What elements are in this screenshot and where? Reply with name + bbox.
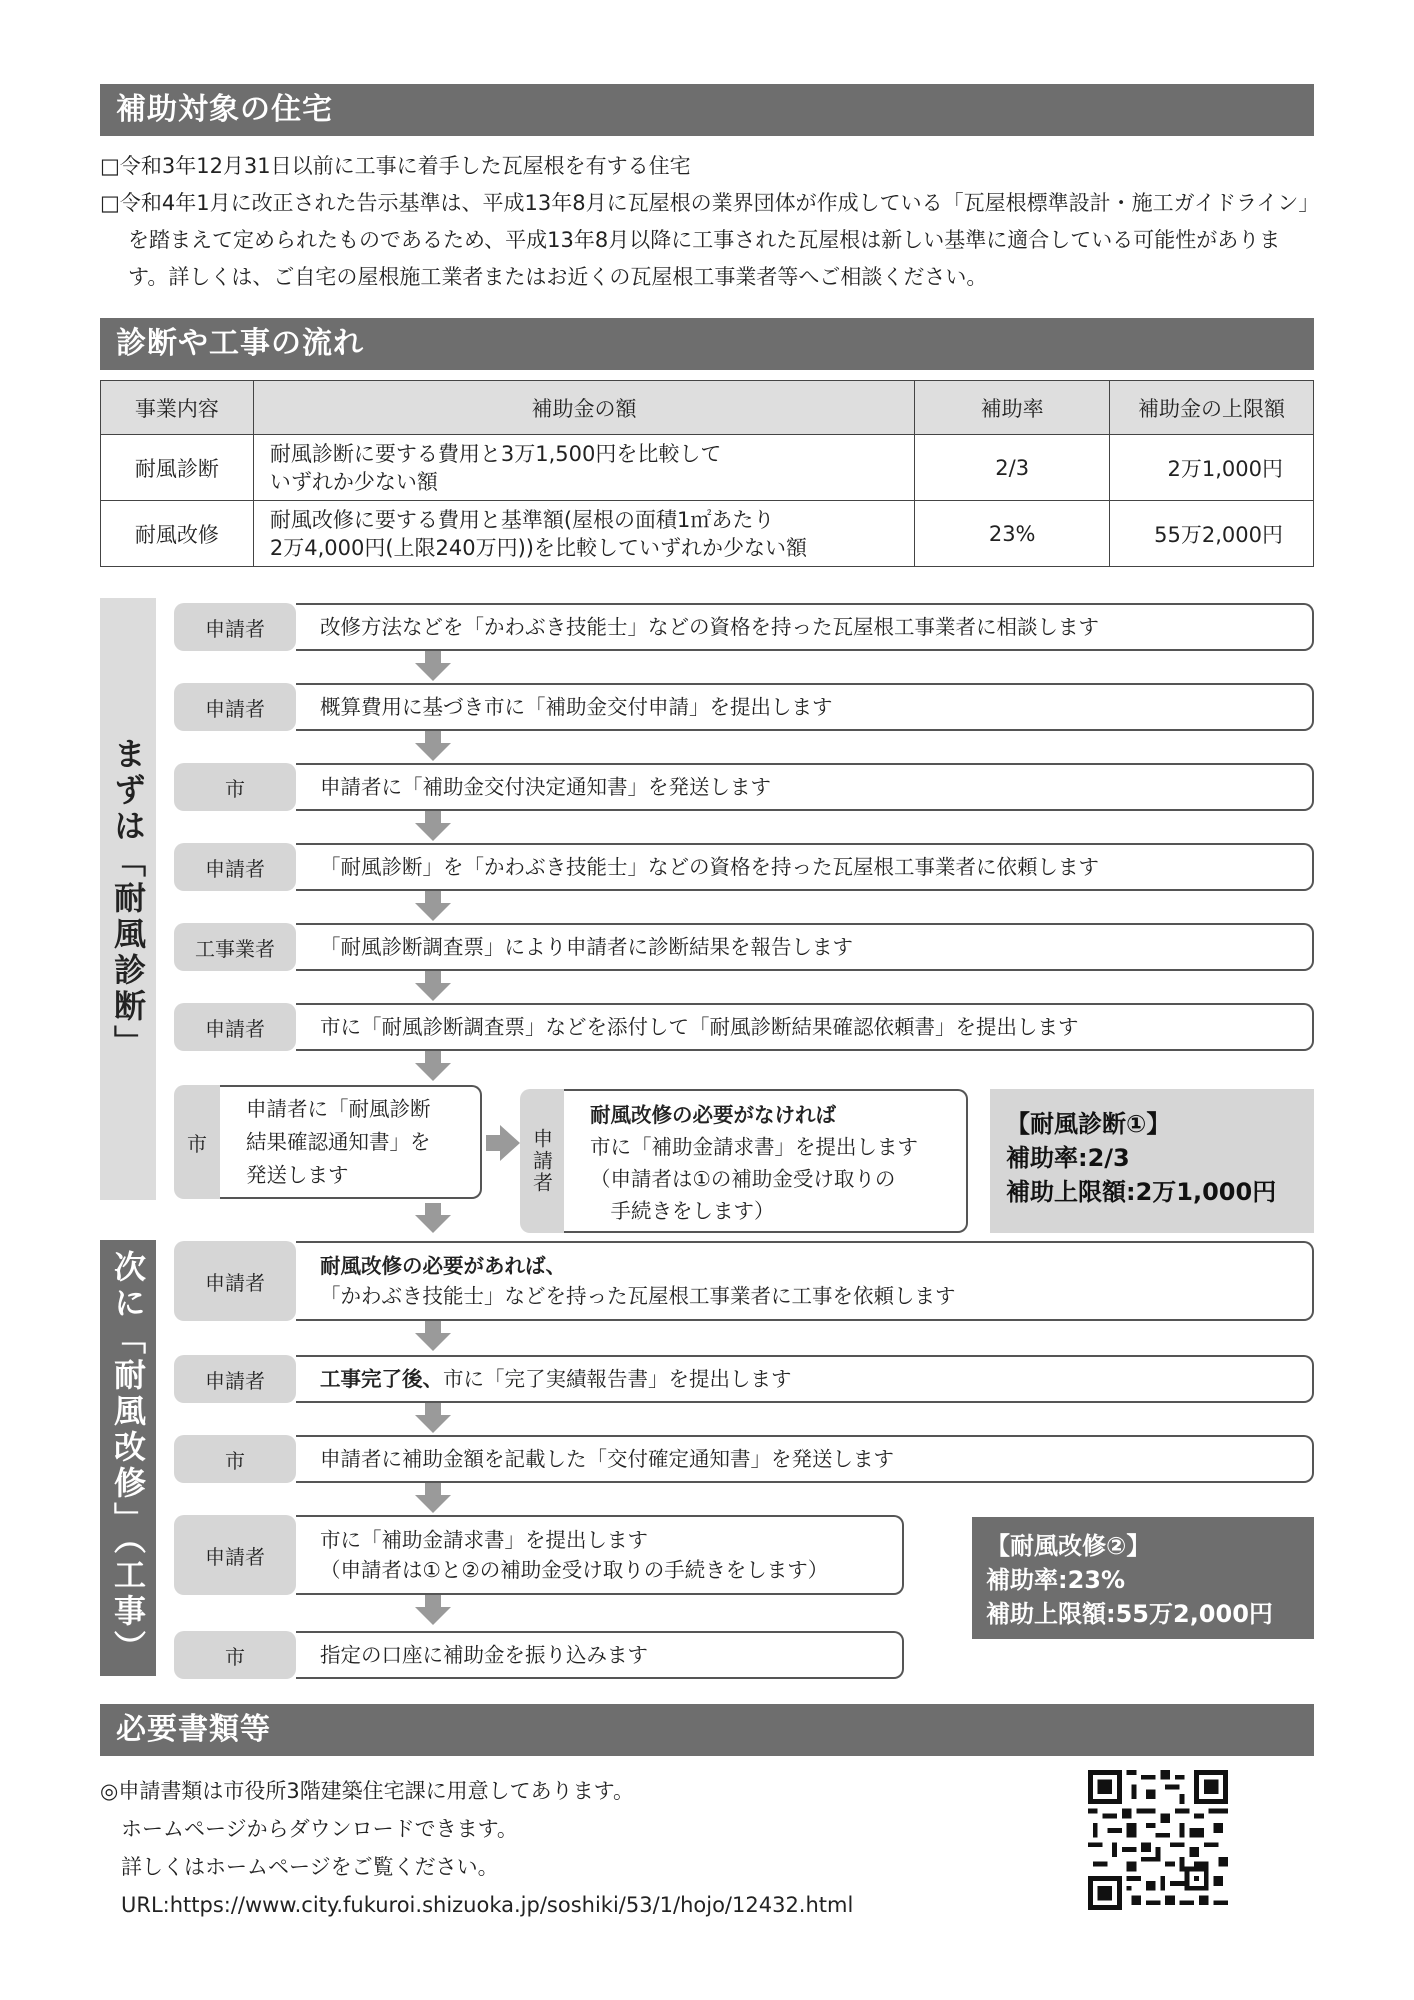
step-actor: 市 (174, 763, 296, 811)
step-text: 市に「耐風診断調査票」などを添付して「耐風診断結果確認依頼書」を提出します (296, 1003, 1314, 1051)
branch-applicant-line: （申請者は①の補助金受け取りの (590, 1167, 896, 1191)
step-actor: 申請者 (174, 843, 296, 891)
step-actor: 申請者 (174, 1003, 296, 1051)
phase1-label-text: まずは「耐風診断」 (109, 737, 147, 1061)
down-arrow-icon (415, 651, 451, 681)
section-header-target: 補助対象の住宅 (100, 84, 1314, 136)
step-actor: 申請者 (174, 1515, 296, 1595)
branch-applicant-line: 手続きをします） (590, 1199, 775, 1223)
step-bold: 工事完了後、 (320, 1367, 443, 1391)
target-item: □令和4年1月に改正された告示基準は、平成13年8月に瓦屋根の業界団体が作成している「瓦屋根標準設計・施工ガイドライン」を踏まえて定められたものであるため、平成13年8月以降に工事された瓦屋根は新しい基準に適合している可能性があります。詳しくは、ご自宅の屋根施工業者またはお近くの瓦屋根工事業者等へご相談ください。 (100, 191, 1320, 289)
amount-line: 耐風改修に要する費用と基準額(屋根の面積1㎡あたり (269, 507, 775, 532)
step-actor: 申請者 (174, 683, 296, 731)
step-bold: 耐風改修の必要があれば、 (320, 1254, 566, 1278)
table-header: 補助金の額 (253, 381, 914, 435)
table-cell-rate: 2/3 (915, 435, 1110, 501)
step-actor: 市 (174, 1435, 296, 1483)
docs-info (100, 1772, 853, 1924)
down-arrow-icon (415, 1321, 451, 1351)
amount-line: 耐風診断に要する費用と3万1,500円を比較して (269, 441, 722, 466)
table-header: 補助金の上限額 (1110, 381, 1314, 435)
table-header-row (101, 381, 1314, 435)
summary-rate: 補助率:2/3 (1006, 1144, 1130, 1172)
branch-applicant-line: 市に「補助金請求書」を提出します (590, 1135, 918, 1159)
step-line: 市に「補助金請求書」を提出します (320, 1528, 648, 1552)
step-text (296, 1515, 904, 1595)
step-text: 指定の口座に補助金を振り込みます (296, 1631, 904, 1679)
summary-rate: 補助率:23% (986, 1566, 1126, 1594)
down-arrow-icon (415, 1403, 451, 1433)
table-cell-amount (253, 435, 914, 501)
summary-retrofit (972, 1517, 1314, 1639)
branch-city-line: 結果確認通知書」を (246, 1130, 431, 1154)
branch-city-line: 発送します (246, 1163, 349, 1187)
step-actor: 市 (174, 1631, 296, 1679)
branch-applicant-actor-text: 申請者 (529, 1128, 554, 1194)
branch-applicant-actor (520, 1089, 564, 1233)
summary-title: 【耐風改修②】 (986, 1532, 1151, 1560)
docs-line: ホームページからダウンロードできます。 (100, 1817, 518, 1841)
down-arrow-icon (415, 731, 451, 761)
amount-line: いずれか少ない額 (269, 469, 438, 494)
step-text: 「耐風診断」を「かわぶき技能士」などの資格を持った瓦屋根工事業者に依頼します (296, 843, 1314, 891)
step-line: （申請者は①と②の補助金受け取りの手続きをします） (320, 1558, 829, 1582)
table-cell-rate: 23% (915, 501, 1110, 567)
branch-city-line: 申請者に「耐風診断 (246, 1097, 431, 1121)
subsidy-table (100, 380, 1314, 567)
down-arrow-icon (415, 1203, 451, 1233)
table-header: 事業内容 (101, 381, 254, 435)
down-arrow-icon (415, 811, 451, 841)
summary-limit: 補助上限額:55万2,000円 (986, 1600, 1273, 1628)
step-line: 市に「完了実績報告書」を提出します (443, 1367, 792, 1391)
table-cell-amount (253, 501, 914, 567)
step-actor: 工事業者 (174, 923, 296, 971)
down-arrow-icon (415, 891, 451, 921)
phase1-label (100, 598, 156, 1200)
step-actor: 申請者 (174, 603, 296, 651)
table-row (101, 435, 1314, 501)
step-text: 申請者に「補助金交付決定通知書」を発送します (296, 763, 1314, 811)
right-arrow-icon (486, 1125, 520, 1165)
summary-diagnosis (990, 1089, 1314, 1233)
table-cell-name: 耐風改修 (101, 501, 254, 567)
branch-city-actor: 市 (174, 1085, 220, 1199)
branch-applicant-text (564, 1089, 968, 1233)
amount-line: 2万4,000円(上限240万円))を比較していずれか少ない額 (269, 535, 807, 560)
step-text (296, 1241, 1314, 1321)
table-header: 補助率 (915, 381, 1110, 435)
step-actor: 申請者 (174, 1241, 296, 1321)
step-text: 改修方法などを「かわぶき技能士」などの資格を持った瓦屋根工事業者に相談します (296, 603, 1314, 651)
step-line: 「かわぶき技能士」などを持った瓦屋根工事業者に工事を依頼します (320, 1284, 956, 1308)
branch-city-text (220, 1085, 482, 1199)
step-text: 「耐風診断調査票」により申請者に診断結果を報告します (296, 923, 1314, 971)
target-item: □令和3年12月31日以前に工事に着手した瓦屋根を有する住宅 (100, 154, 691, 178)
docs-line: 詳しくはホームページをご覧ください。 (100, 1855, 499, 1879)
branch-applicant-bold: 耐風改修の必要がなければ (590, 1103, 836, 1127)
section-header-docs: 必要書類等 (100, 1704, 1314, 1756)
step-text (296, 1355, 1314, 1403)
step-actor: 申請者 (174, 1355, 296, 1403)
step-text: 申請者に補助金額を記載した「交付確定通知書」を発送します (296, 1435, 1314, 1483)
down-arrow-icon (415, 1483, 451, 1513)
down-arrow-icon (415, 971, 451, 1001)
docs-line: ◎申請書類は市役所3階建築住宅課に用意してあります。 (100, 1779, 635, 1803)
summary-limit: 補助上限額:2万1,000円 (1006, 1178, 1277, 1206)
summary-title: 【耐風診断①】 (1006, 1110, 1171, 1138)
phase2-label-text: 次に「耐風改修」（工事） (109, 1250, 147, 1666)
table-cell-limit: 55万2,000円 (1110, 501, 1314, 567)
qr-code-icon[interactable] (1088, 1770, 1228, 1910)
step-text: 概算費用に基づき市に「補助金交付申請」を提出します (296, 683, 1314, 731)
target-description (100, 148, 1320, 296)
down-arrow-icon (415, 1595, 451, 1625)
table-row (101, 501, 1314, 567)
phase2-label (100, 1240, 156, 1676)
table-cell-limit: 2万1,000円 (1110, 435, 1314, 501)
section-header-flow: 診断や工事の流れ (100, 318, 1314, 370)
table-cell-name: 耐風診断 (101, 435, 254, 501)
docs-url[interactable]: URL:https://www.city.fukuroi.shizuoka.jp/soshiki/53/1/hojo/12432.html (100, 1893, 854, 1917)
down-arrow-icon (415, 1051, 451, 1081)
